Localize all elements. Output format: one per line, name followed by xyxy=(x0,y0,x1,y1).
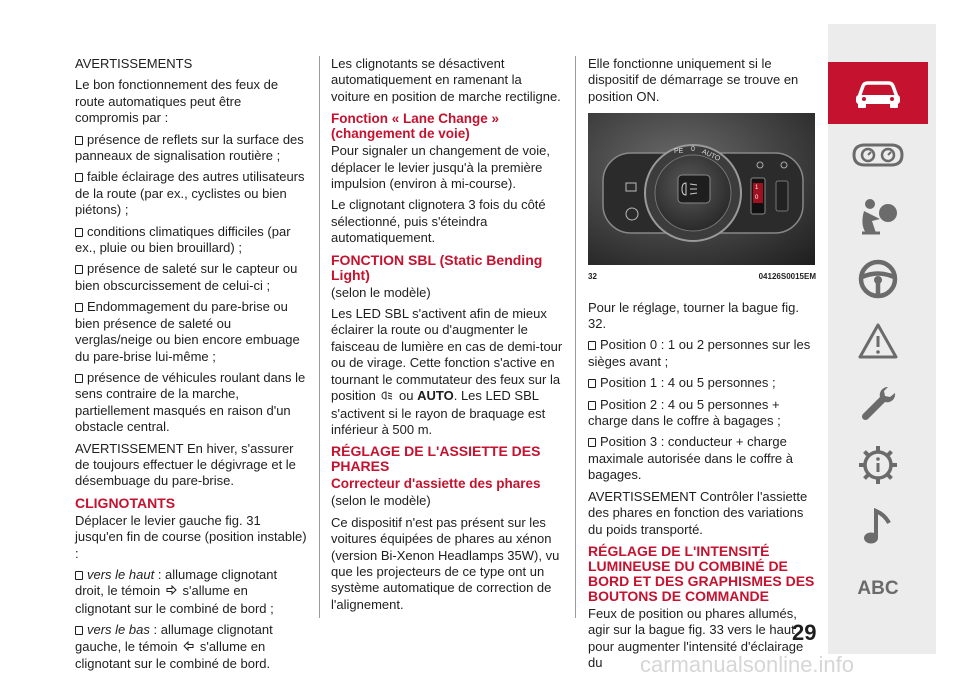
column-divider xyxy=(319,56,320,618)
steering-wheel-icon xyxy=(857,258,899,300)
dial-mark: AUTO xyxy=(700,148,722,164)
column-2 xyxy=(331,56,563,618)
warning-heading: AVERTISSEMENTS xyxy=(75,56,193,71)
paragraph: Le clignotant clignotera 3 fois du côté sélectionné, puis s'éteindra automatiquement. xyxy=(331,197,546,246)
paragraph: Les LED SBL s'activent afin de mieux éclairer la route ou d'augmenter le faisceau de lumière en cas de demi-tour ou de virage. Cette fonction s'active en tournant le commutateur des feux sur la position ou AUTO. Les LED SBL s'activent si le rayon de braquage est inférieur à 500 m. xyxy=(331,306,563,437)
column-divider xyxy=(575,56,576,618)
dial-mark: 0 xyxy=(691,146,695,154)
sidebar-tab-index[interactable] xyxy=(828,558,928,620)
low-beam-icon xyxy=(381,389,393,405)
bullet-item: Position 1 : 4 ou 5 personnes ; xyxy=(588,375,816,391)
dial-mark: PE xyxy=(674,148,684,156)
italic-term: vers le haut xyxy=(87,566,155,582)
bullet-item: conditions climatiques difficiles (par ex., pluie ou bien brouillard) ; xyxy=(75,224,307,257)
abc-text-icon: ABC xyxy=(857,578,899,599)
sidebar-tab-driving[interactable] xyxy=(828,248,928,310)
left-arrow-indicator-icon xyxy=(183,640,194,656)
section-heading-clignotants: CLIGNOTANTS xyxy=(75,494,176,511)
sidebar-tab-dashboard[interactable] xyxy=(828,124,928,186)
subheading-correcteur: Correcteur d'assiette des phares xyxy=(331,476,541,492)
paragraph: Ce dispositif n'est pas présent sur les voitures équipées de phares au xénon (version Bi-Xenon Headlamps 35W), vu que les projecteurs de ce type ont un système automatique de correction de l'alignement. xyxy=(331,514,560,612)
light-switch-illustration xyxy=(588,113,815,265)
paragraph: Feux de position ou phares allumés, agir sur la bague fig. 33 vers le haut pour augmenter l'intensité d'éclairage du xyxy=(588,605,804,671)
sidebar-tab-safety[interactable] xyxy=(828,186,928,248)
column-3 xyxy=(588,56,816,677)
paragraph: Les clignotants se désactivent automatiquement en ramenant la voiture en position de marche rectiligne. xyxy=(331,56,561,104)
sidebar-tab-multimedia[interactable] xyxy=(828,496,928,558)
warning-paragraph: AVERTISSEMENT Contrôler l'assiette des phares en fonction des variations du poids transporté. xyxy=(588,488,808,537)
settings-info-icon xyxy=(856,443,900,487)
paragraph: Pour signaler un changement de voie, déplacer le levier jusqu'à la première impulsion (environ à mi-course). xyxy=(331,143,550,192)
section-heading-assiette: RÉGLAGE DE L'ASSIETTE DES PHARES xyxy=(331,443,541,475)
warning-triangle-icon xyxy=(857,322,899,360)
figure-number: 32 xyxy=(588,272,597,282)
slider-mark: 1 xyxy=(755,185,759,192)
wrench-icon xyxy=(858,383,898,423)
watermark: carmanualsonline.info xyxy=(640,652,855,677)
paragraph: (selon le modèle) xyxy=(331,493,431,509)
airbag-person-icon xyxy=(856,197,900,237)
slider-mark: 0 xyxy=(755,195,759,202)
bullet-item: présence de véhicules roulant dans le sens contraire de la marche, partiellement masqués en raison d'un obstacle central. xyxy=(75,369,306,435)
paragraph: Pour le réglage, tourner la bague fig. 32. xyxy=(588,299,800,332)
dashboard-gauges-icon xyxy=(851,140,905,170)
music-note-icon xyxy=(861,507,895,547)
bullet-item: faible éclairage des autres utilisateurs de la route (par ex., cyclistes ou bien piétons) ; xyxy=(75,169,307,218)
subheading-lane-change: Fonction « Lane Change » (changement de voie) xyxy=(331,111,500,142)
paragraph: Déplacer le levier gauche fig. 31 jusqu'en fin de course (position instable) : xyxy=(75,512,307,561)
bullet-item: Position 2 : 4 ou 5 personnes + charge dans le coffre à bagages ; xyxy=(588,397,816,430)
bullet-item: présence de saleté sur le capteur ou bien obscurcissement de celui-ci ; xyxy=(75,261,307,294)
bullet-item: présence de reflets sur la surface des panneaux de signalisation routière ; xyxy=(75,132,307,165)
paragraph: (selon le modèle) xyxy=(331,284,431,300)
car-icon xyxy=(853,77,903,109)
bullet-item: Endommagement du pare-brise ou bien présence de saleté ou verglas/neige ou bien encore embuage du pare-brise lui-même ; xyxy=(75,299,307,365)
sidebar-tab-maintenance[interactable] xyxy=(828,372,928,434)
italic-term: vers le bas xyxy=(87,622,150,638)
auto-label: AUTO xyxy=(417,388,454,404)
column-1 xyxy=(75,56,307,677)
figure-code: 04126S0015EM xyxy=(758,272,816,282)
bullet-item: Position 0 : 1 ou 2 personnes sur les sièges avant ; xyxy=(588,337,816,370)
bullet-item: vers le haut : allumage clignotant droit, le témoin s'allume en clignotant sur le combiné de bord ; xyxy=(75,567,307,617)
bullet-item: Position 3 : conducteur + charge maximale autorisée dans le coffre à bagages. xyxy=(588,434,816,483)
winter-warning: AVERTISSEMENT En hiver, s'assurer de toujours effectuer le dégivrage et le désembuage du pare-brise. xyxy=(75,440,296,489)
sidebar-tab-emergency[interactable] xyxy=(828,310,928,372)
section-heading-intensite: RÉGLAGE DE L'INTENSITÉ LUMINEUSE DU COMBINÉ DE BORD ET DES GRAPHISMES DES BOUTONS DE COMMANDE xyxy=(588,542,815,604)
figure-light-switch-photo xyxy=(588,113,815,265)
paragraph: Elle fonctionne uniquement si le dispositif de démarrage se trouve en position ON. xyxy=(588,56,799,104)
right-arrow-indicator-icon xyxy=(166,584,177,600)
sidebar-tab-technical-data[interactable] xyxy=(828,434,928,496)
paragraph: Le bon fonctionnement des feux de route automatiques peut être compromis par : xyxy=(75,77,279,126)
sidebar-tab-car[interactable] xyxy=(828,62,928,124)
page-number: 29 xyxy=(792,620,817,645)
figure-caption xyxy=(588,269,816,285)
bullet-item: vers le bas : allumage clignotant gauche, le témoin s'allume en clignotant sur le combiné de bord. xyxy=(75,622,307,672)
section-heading-sbl: FONCTION SBL (Static Bending Light) xyxy=(331,251,543,283)
